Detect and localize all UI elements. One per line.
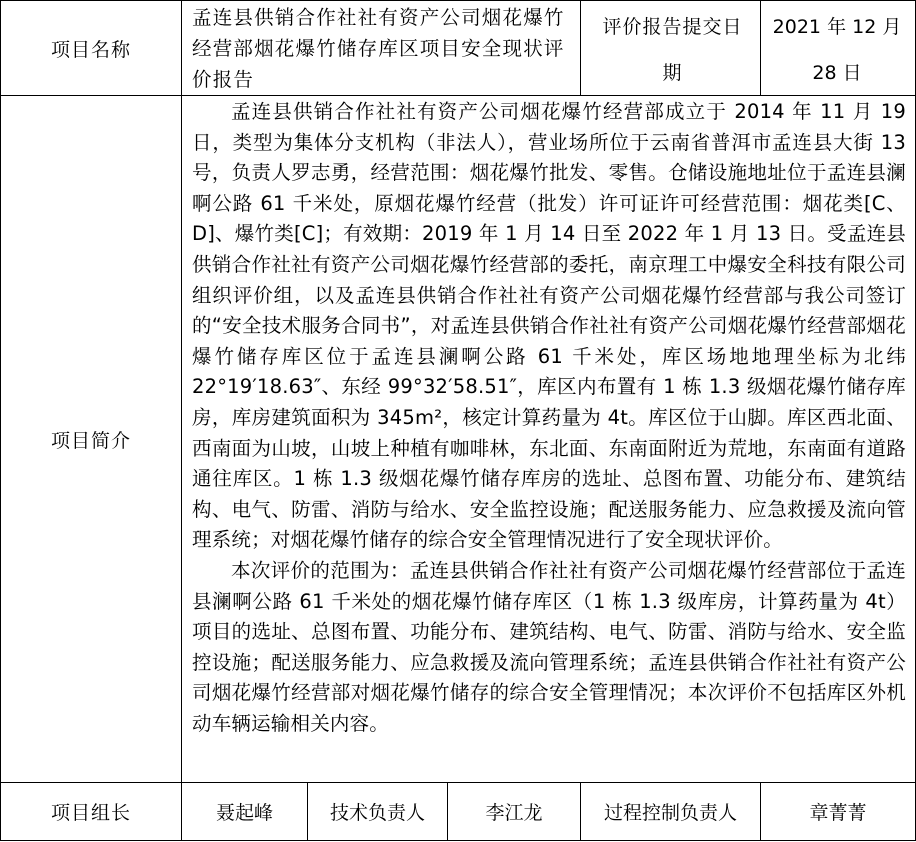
submit-date-label-line2: 期 bbox=[662, 62, 683, 84]
table-border-bottom bbox=[0, 840, 916, 841]
process-control-label: 过程控制负责人 bbox=[603, 802, 737, 824]
column-divider bbox=[181, 0, 182, 841]
submit-date-value-line2: 28 日 bbox=[812, 62, 862, 84]
submit-date-value-line1: 2021 年 12 月 bbox=[772, 16, 902, 38]
submit-date-label-line1: 评价报告提交日 bbox=[602, 16, 743, 38]
column-divider bbox=[760, 0, 761, 96]
process-control-value: 章菁菁 bbox=[809, 802, 867, 824]
tech-lead-value: 李江龙 bbox=[485, 802, 543, 824]
project-name-value: 孟连县供销合作社社有资产公司烟花爆竹经营部烟花爆竹储存库区项目安全现状评价报告 bbox=[192, 6, 565, 91]
intro-paragraph: 孟连县供销合作社社有资产公司烟花爆竹经营部成立于 2014 年 11 月 19 日，类型为集体分支机构（非法人），营业场所位于云南省普洱市孟连县大街 13 号，负责人罗志勇，经营范围：烟花爆竹批发、零售。仓储设施地址位于孟连县澜啊公路 61 千米处，原烟花爆竹经营（批发）许可证许可经营范围：烟花类[C、D]、爆竹类[C]；有效期：2019 年 1 月 14 日至 2022 年 1 月 13 日。受孟连县供销合作社社有资产公司烟花爆竹经营部的委托，南京理工中爆安全科技有限公司组织评价组，以及孟连县供销合作社社有资产公司烟花爆竹经营部与我公司签订的“安全技术服务合同书”，对孟连县供销合作社社有资产公司烟花爆竹经营部烟花爆竹储存库区位于孟连县澜啊公路 61 千米处，库区场地地理坐标为北纬 22°19′18.63″、东经 99°32′58.51″，库区内布置有 1 栋 1.3 级烟花爆竹储存库房，库房建筑面积为 345m²，核定计算药量为 4t。库区位于山脚。库区西北面、西南面为山坡，山坡上种植有咖啡林，东北面、东南面附近为荒地，东南面有道路通往库区。1 栋 1.3 级烟花爆竹储存库房的选址、总图布置、功能分布、建筑结构、电气、防雷、消防与给水、安全监控设施；配送服务能力、应急救援及流向管理系统；对烟花爆竹储存的综合安全管理情况进行了安全现状评价。 bbox=[192, 100, 906, 552]
submit-date-value bbox=[762, 4, 912, 96]
scope-paragraph: 本次评价的范围为：孟连县供销合作社社有资产公司烟花爆竹经营部位于孟连县澜啊公路 61 千米处的烟花爆竹储存库区（1 栋 1.3 级库房，计算药量为 4t）项目的选址、总图布置、功能分布、建筑结构、电气、防雷、消防与给水、安全监控设施；配送服务能力、应急救援及流向管理系统；孟连县供销合作社社有资产公司烟花爆竹经营部对烟花爆竹储存的综合安全管理情况；本次评价不包括库区外机动车辆运输相关内容。 bbox=[192, 558, 906, 735]
team-leader-label: 项目组长 bbox=[50, 802, 131, 824]
tech-lead-label: 技术负责人 bbox=[329, 802, 425, 824]
project-intro-text bbox=[192, 97, 906, 739]
team-leader-value: 聂起峰 bbox=[215, 802, 273, 824]
project-intro-label: 项目简介 bbox=[50, 429, 131, 452]
submit-date-label bbox=[585, 4, 760, 96]
project-name-label: 项目名称 bbox=[50, 38, 131, 61]
